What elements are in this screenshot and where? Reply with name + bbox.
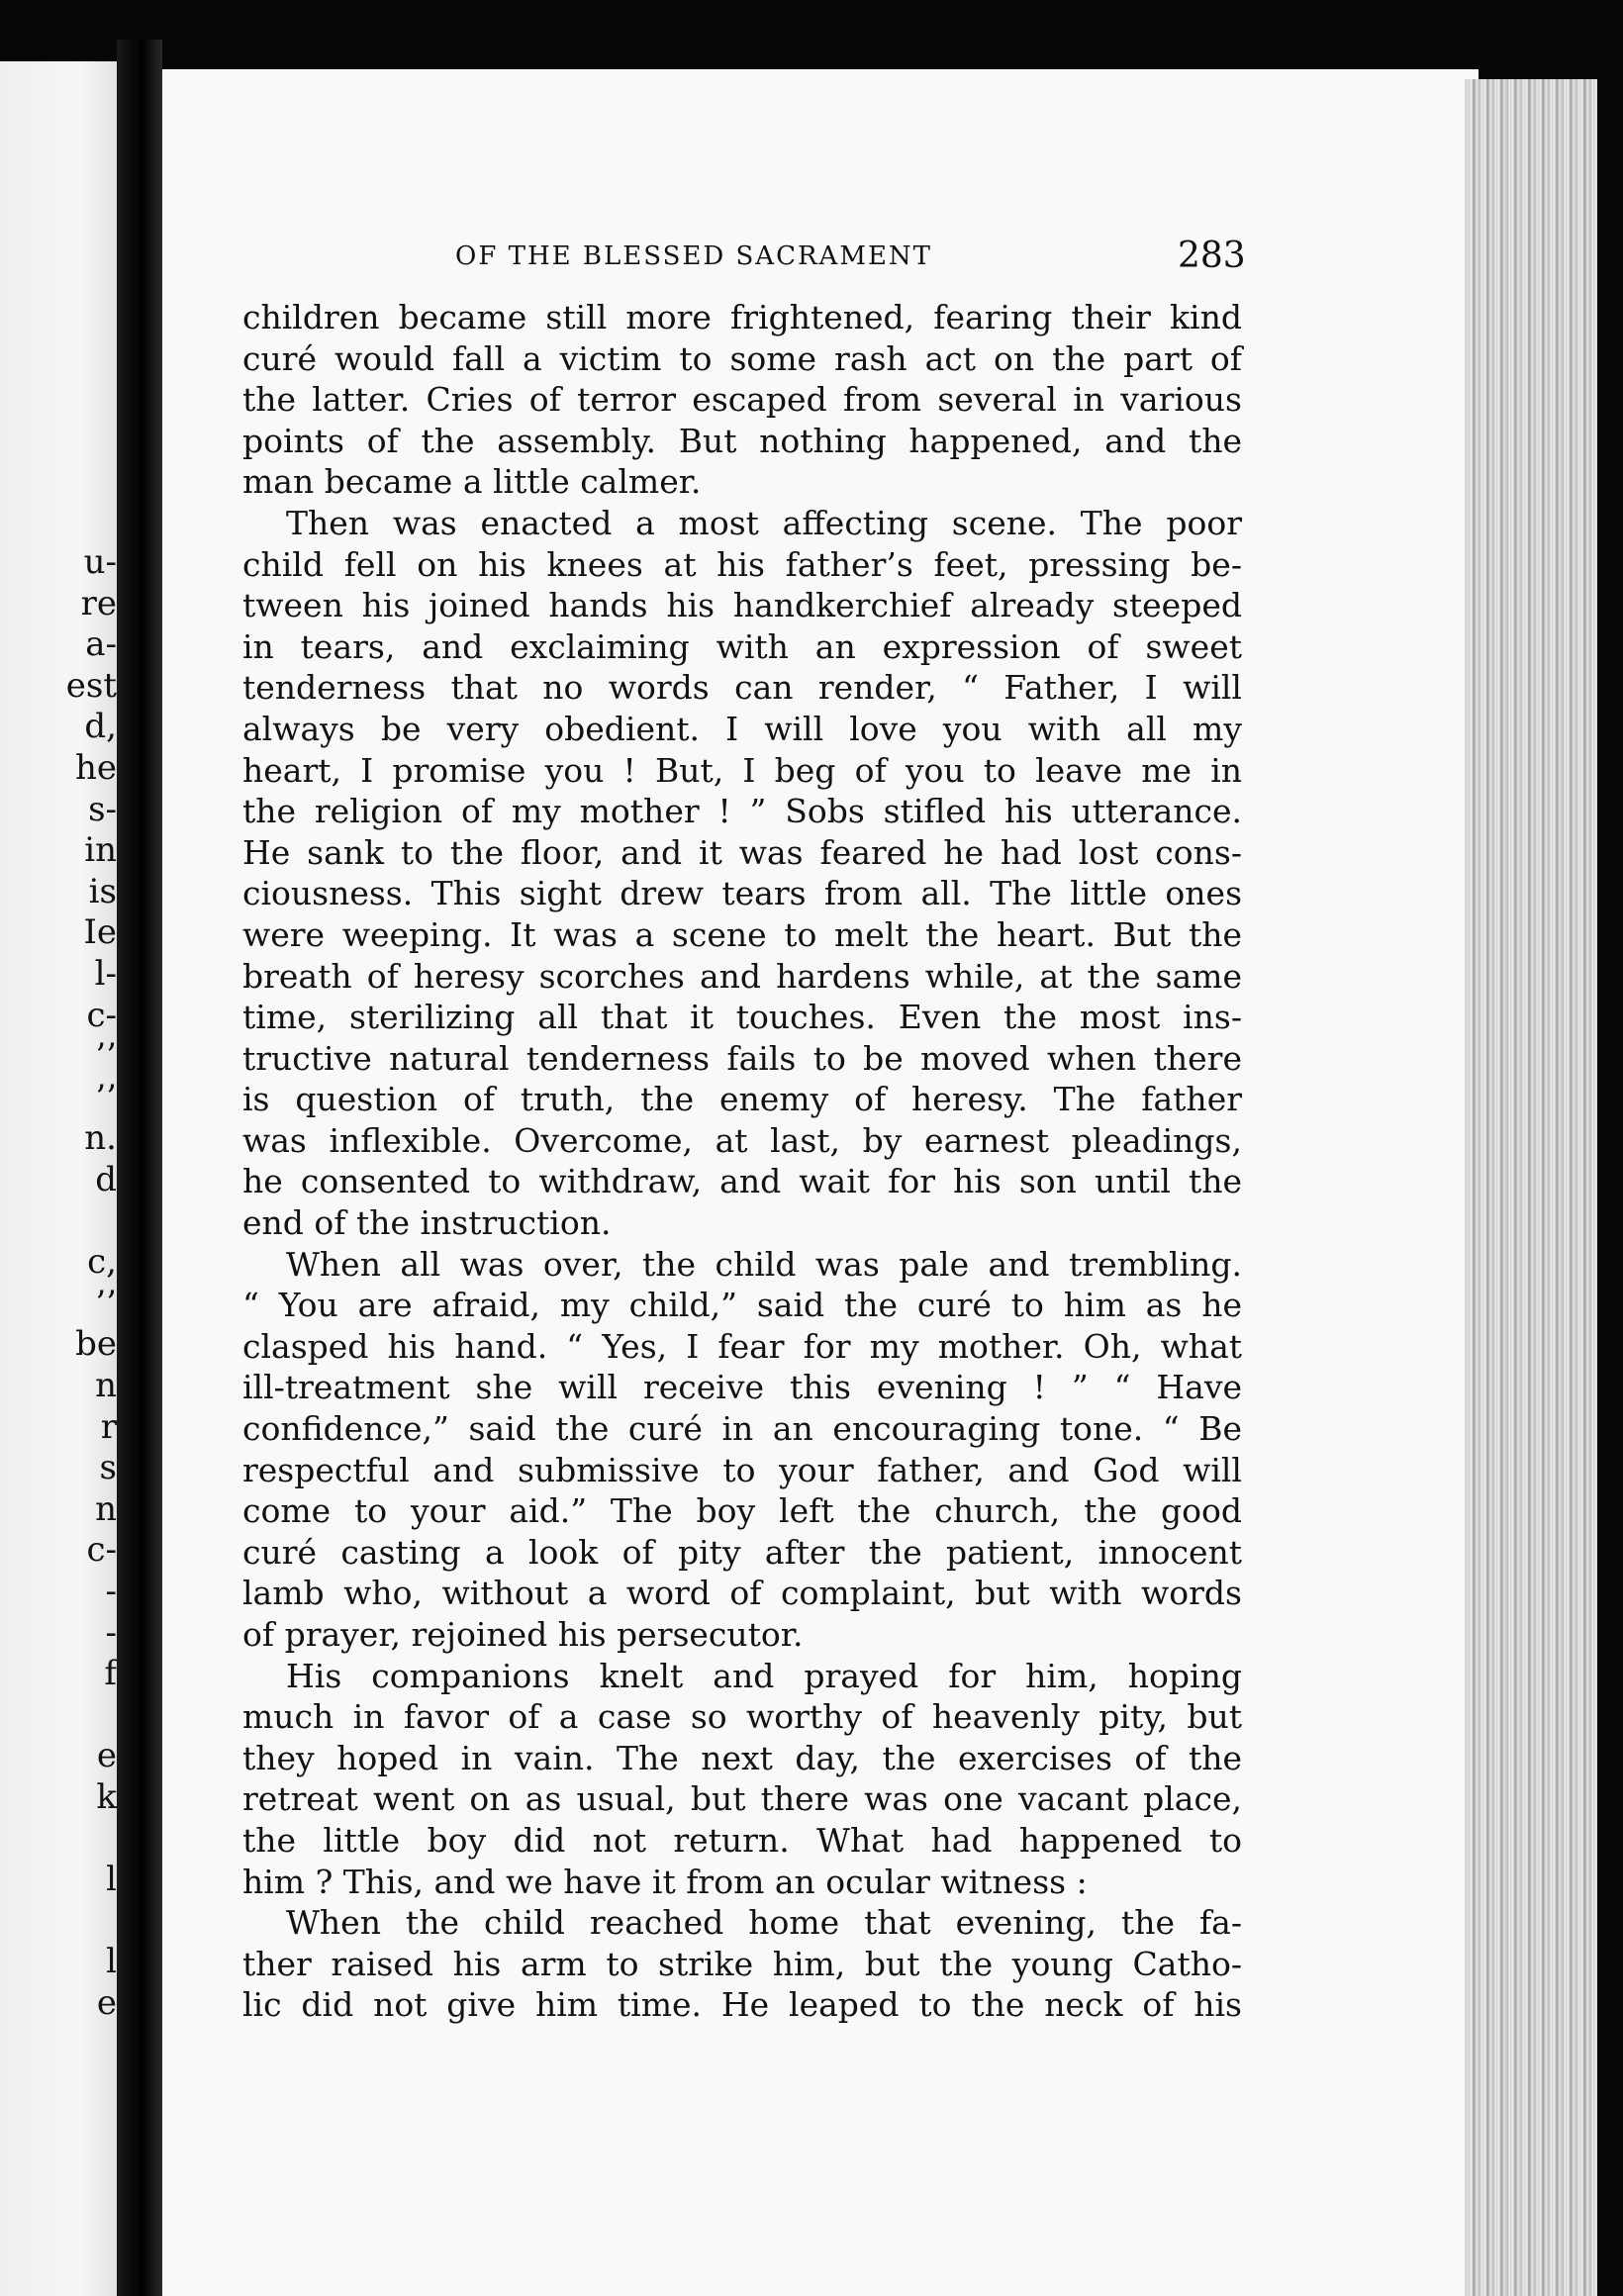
text-line: ciousness. This sight drew tears from all. The little ones [242, 874, 1242, 913]
left-page-fragment: f [104, 1654, 117, 1694]
paragraph [242, 1902, 1242, 2026]
book-gutter [117, 40, 162, 2296]
text-line: come to your aid.” The boy left the church, the good [242, 1491, 1242, 1531]
left-page-fragment: s [99, 1448, 117, 1488]
page-number: 283 [1178, 236, 1246, 276]
text-line: curé would fall a victim to some rash act on the part of [242, 338, 1242, 378]
left-page-fragment: e [96, 1736, 117, 1776]
paragraph [242, 1656, 1242, 1903]
left-page-fragment: - [105, 1612, 117, 1653]
text-line: always be very obedient. I will love you with all my [242, 709, 1242, 748]
text-line: heart, I promise you ! But, I beg of you to leave me in [242, 750, 1242, 790]
text-line: “ You are afraid, my child,” said the curé to him as he [242, 1286, 1242, 1325]
left-page-fragment: c- [86, 995, 117, 1035]
running-head [455, 236, 1247, 279]
left-page-fragment: e [96, 1983, 117, 2023]
paragraph [242, 1244, 1242, 1656]
text-line: Then was enacted a most affecting scene. The poor [286, 503, 1242, 542]
body-text [242, 297, 1242, 2026]
left-page-fragment: n. [84, 1118, 117, 1159]
text-line: was inflexible. Overcome, at last, by earnest pleadings, [242, 1120, 1242, 1160]
text-line: the religion of my mother ! ” Sobs stifled his utterance. [242, 792, 1242, 831]
left-page-fragment: n [95, 1488, 117, 1529]
text-line: time, sterilizing all that it touches. Even the most ins- [242, 998, 1242, 1037]
left-page-fragment: s- [88, 789, 117, 829]
text-line: much in favor of a case so worthy of heavenly pity, but [242, 1697, 1242, 1737]
text-line: children became still more frightened, fearing their kind [242, 298, 1242, 336]
text-line: confidence,” said the curé in an encouraging tone. “ Be [242, 1409, 1242, 1449]
text-line: tween his joined hands his handkerchief already steeped [242, 586, 1242, 625]
left-page-fragment: k [96, 1777, 117, 1817]
text-line: were weeping. It was a scene to melt the heart. But the [242, 914, 1242, 954]
text-line: they hoped in vain. The next day, the exercises of the [242, 1738, 1242, 1777]
left-page-fragment: be [75, 1324, 117, 1365]
text-line: is question of truth, the enemy of heresy. The father [242, 1080, 1242, 1119]
text-line: His companions knelt and prayed for him, hoping [286, 1656, 1242, 1695]
paragraph [242, 503, 1242, 1244]
text-line: respectful and submissive to your father, and God will [242, 1450, 1242, 1489]
left-page-fragment: d, [84, 707, 117, 747]
text-line: of prayer, rejoined his persecutor. [242, 1615, 804, 1654]
text-line: breath of heresy scorches and hardens while, at the same [242, 956, 1242, 996]
left-page-fragment: ’’ [95, 1077, 117, 1117]
text-line: points of the assembly. But nothing happened, and the [242, 421, 1242, 460]
text-line: clasped his hand. “ Yes, I fear for my mother. Oh, what [242, 1326, 1242, 1366]
left-page-fragment: he [74, 748, 117, 788]
text-line: When all was over, the child was pale and trembling. [286, 1244, 1242, 1284]
text-line: lic did not give him time. He leaped to the neck of his [242, 1985, 1242, 2025]
left-page-fragment: est [65, 665, 117, 706]
left-page-fragment: is [88, 871, 117, 911]
left-page-fragment: l- [94, 954, 117, 994]
running-title: OF THE BLESSED SACRAMENT [455, 241, 933, 271]
left-page-fragment: a- [85, 624, 117, 665]
left-page-fragment: re [80, 583, 117, 623]
left-page-fragment: u- [83, 542, 117, 582]
text-line: ill-treatment she will receive this evening ! ” “ Have [242, 1368, 1242, 1407]
text-line: man became a little calmer. [242, 462, 702, 502]
text-line: child fell on his knees at his father’s feet, pressing be- [242, 544, 1242, 584]
text-line: ther raised his arm to strike him, but the young Catho- [242, 1944, 1242, 1983]
text-line: tructive natural tenderness fails to be moved when there [242, 1038, 1242, 1078]
left-page-fragment: Ie [83, 912, 117, 953]
page-edges [1469, 79, 1597, 2296]
left-page-fragment: n [95, 1366, 117, 1405]
text-line: lamb who, without a word of complaint, but with words [242, 1574, 1242, 1613]
paragraph [242, 297, 1242, 503]
text-line: tenderness that no words can render, “ Father, I will [242, 668, 1242, 708]
left-page-fragment: r [100, 1406, 117, 1447]
text-line: him ? This, and we have it from an ocular witness : [242, 1862, 1088, 1901]
left-page-fragment: - [105, 1572, 117, 1611]
text-line: in tears, and exclaiming with an expression of sweet [242, 626, 1242, 666]
left-page-fragment: c, [87, 1242, 117, 1283]
text-line: When the child reached home that evening, the fa- [286, 1903, 1242, 1943]
text-line: end of the instruction. [242, 1203, 612, 1243]
left-page-fragment: l [106, 1942, 117, 1982]
text-line: the little boy did not return. What had happened to [242, 1820, 1242, 1860]
text-line: retreat went on as usual, but there was one vacant place, [242, 1779, 1242, 1819]
left-page-fragment: d [95, 1160, 117, 1199]
text-line: he consented to withdraw, and wait for his son until the [242, 1162, 1242, 1201]
left-page-fragment: l [106, 1860, 117, 1900]
text-line: He sank to the floor, and it was feared he had lost cons- [242, 832, 1242, 872]
left-page-fragment: ’’ [95, 1283, 117, 1323]
left-page-fragment: in [84, 830, 117, 871]
left-page-fragment: ’’ [95, 1036, 117, 1077]
text-line: curé casting a look of pity after the patient, innocent [242, 1532, 1242, 1572]
text-line: the latter. Cries of terror escaped from several in various [242, 380, 1242, 420]
left-page-fragment: c- [86, 1530, 117, 1571]
